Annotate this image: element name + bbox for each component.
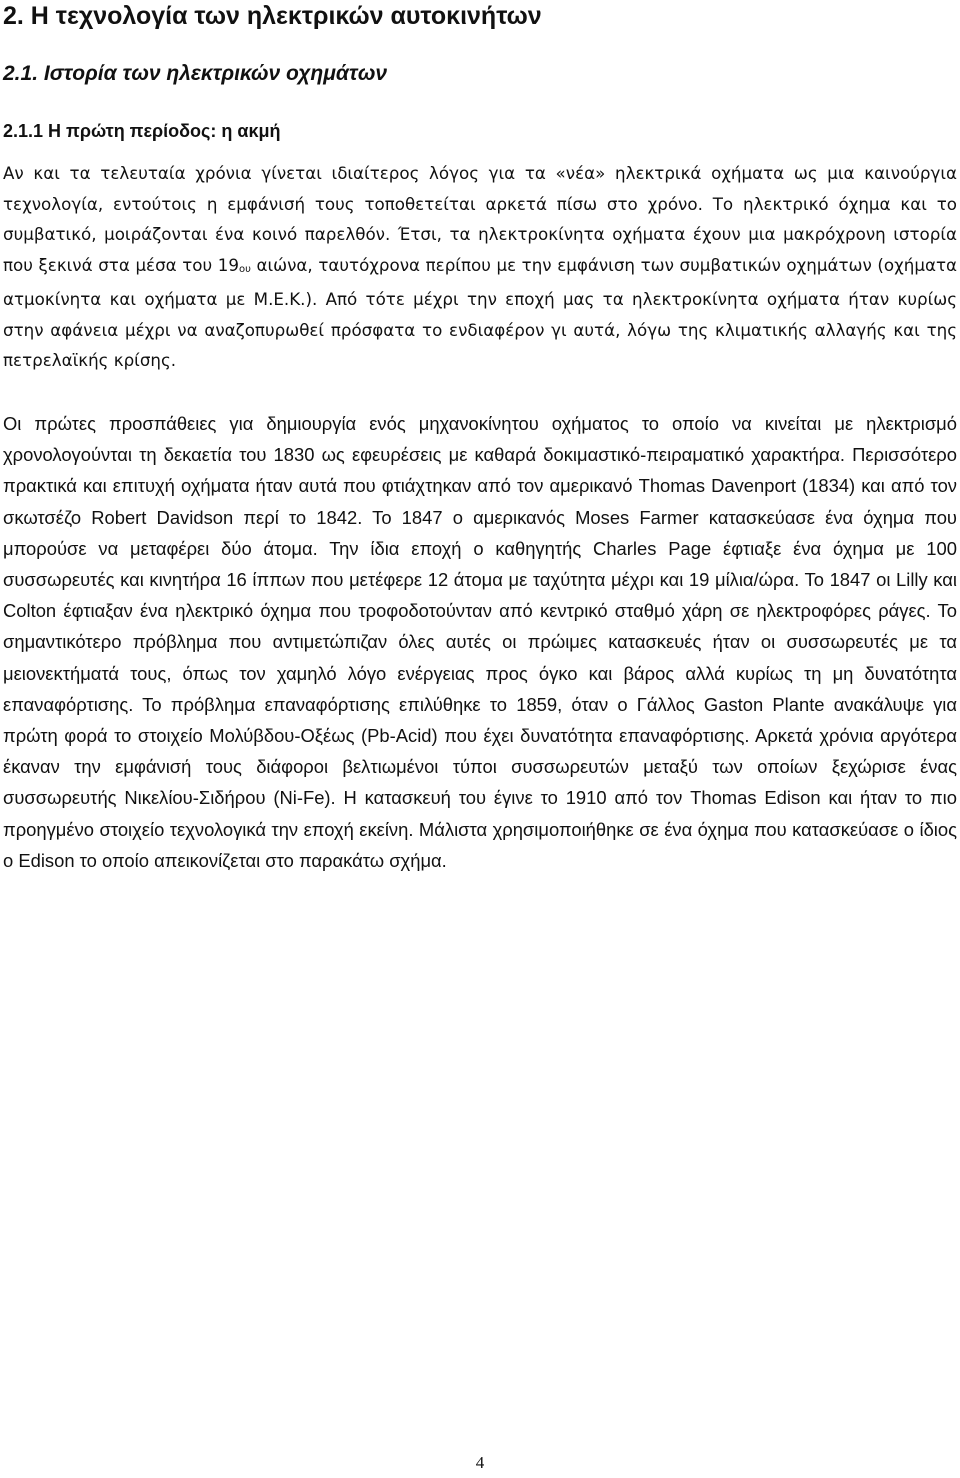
page-number: 4 xyxy=(475,1453,485,1472)
century-superscript: ου xyxy=(238,263,251,275)
subsection-heading: 2.1.1 Η πρώτη περίοδος: η ακμή xyxy=(3,121,281,141)
paragraph-intro xyxy=(3,158,957,376)
chapter-heading: 2. Η τεχνολογία των ηλεκτρικών αυτοκινήτων xyxy=(3,2,542,30)
paragraph-history: Οι πρώτες προσπάθειες για δημιουργία ενός μηχανοκίνητου οχήματος το οποίο να κινείται με ηλεκτρισμό χρονολογούνται τη δεκαετία του 1830 ως εφευρέσεις με καθαρά δοκιμαστικό-πειραματικό χαρακτήρα. Περισσότερο πρακτικά και επιτυχή οχήματα ήταν αυτά που φτιάχτηκαν από τον αμερικανό Thomas Davenport (1834) και από τον σκωτσέζο Robert Davidson περί το 1842. Το 1847 ο αμερικανός Moses Farmer κατασκεύασε ένα όχημα που μπορούσε να μεταφέρει δύο άτομα. Την ίδια εποχή ο καθηγητής Charles Page έφτιαξε ένα όχημα με 100 συσσωρευτές και κινητήρα 16 ίππων που μετέφερε 12 άτομα με ταχύτητα μέχρι και 19 μίλια/ώρα. Το 1847 οι Lilly και Colton έφτιαξαν ένα ηλεκτρικό όχημα που τροφοδοτούνταν από κεντρικό σταθμό χάρη σε ηλεκτροφόρες ράγες. Το σημαντικότερο πρόβλημα που αντιμετώπιζαν όλες αυτές οι πρώιμες κατασκευές ήταν οι συσσωρευτές με τα μειονεκτήματά τους, όπως τον χαμηλό λόγο ενέργειας προς όγκο και βάρος αλλά κυρίως τη μη δυνατότητα επαναφόρτισης. Το πρόβλημα επαναφόρτισης επιλύθηκε το 1859, όταν ο Γάλλος Gaston Plante ανακάλυψε για πρώτη φορά το στοιχείο Μολύβδου-Οξέως (Pb-Acid) που έχει δυνατότητα επαναφόρτισης. Αρκετά χρόνια αργότερα έκαναν την εμφάνισή τους διάφοροι βελτιωμένοι τύποι συσσωρευτών μεταξύ των οποίων ξεχώρισε ένας συσσωρευτής Νικελίου-Σιδήρου (Ni-Fe). Η κατασκευή του έγινε το 1910 από τον Thomas Edison και ήταν το πιο προηγμένο στοιχείο τεχνολογικά την εποχή εκείνη. Μάλιστα χρησιμοποιήθηκε σε ένα όχημα που κατασκεύασε ο ίδιος ο Edison το οποίο απεικονίζεται στο παρακάτω σχήμα. xyxy=(3,413,957,871)
section-heading: 2.1. Ιστορία των ηλεκτρικών οχημάτων xyxy=(3,62,388,85)
paragraph-intro-part-b: αιώνα, ταυτόχρονα περίπου με την εμφάνιση των συμβατικών οχημάτων (οχήματα ατμοκίνητα και οχήματα με Μ.Ε.Κ.). Από τότε μέχρι την εποχή μας τα ηλεκτροκίνητα οχήματα ήταν κυρίως στην αφάνεια μέχρι να αναζοπυρωθεί πρόσφατα το ενδιαφέρον γι αυτά, λόγω της κλιματικής αλλαγής και της πετρελαϊκής κρίσης. xyxy=(3,254,957,370)
paragraph-intro-part-a: Αν και τα τελευταία χρόνια γίνεται ιδιαίτερος λόγος για τα «νέα» ηλεκτρικά οχήματα ως μια καινούργια τεχνολογία, εντούτοις η εμφάνισή τους τοποθετείται αρκετά πίσω στο χρόνο. Το ηλεκτρικό όχημα και το συμβατικό, μοιράζονται ένα κοινό παρελθόν. Έτσι, τα ηλεκτροκίνητα οχήματα έχουν μια μακρόχρονη ιστορία που ξεκινά στα μέσα του 19 xyxy=(3,163,957,275)
